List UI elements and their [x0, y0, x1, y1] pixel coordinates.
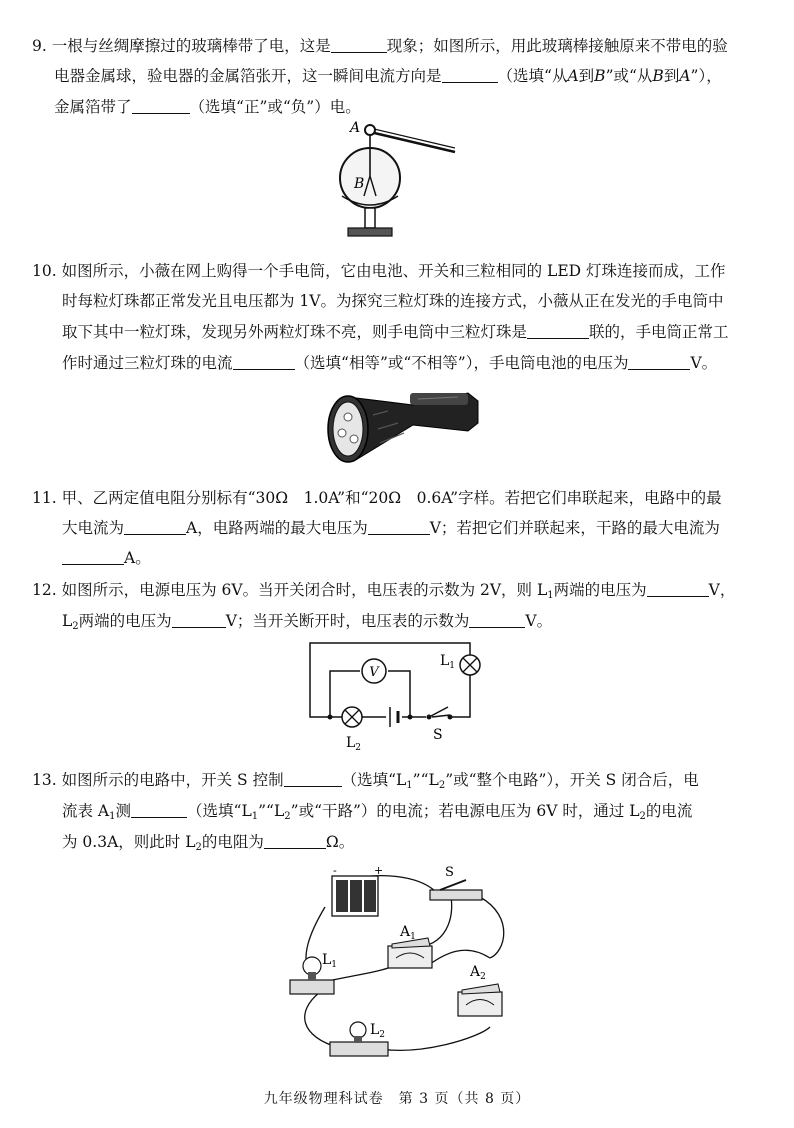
battery-pack-icon: [332, 876, 378, 916]
q13-number: 13.: [32, 771, 57, 789]
q10-blank-2[interactable]: [233, 354, 295, 371]
electroscope-label-b: B: [354, 176, 365, 192]
q10-blank-3[interactable]: [628, 354, 690, 371]
q12-blank-2[interactable]: [172, 612, 226, 629]
q10-line-1: 10. 如图所示，小薇在网上购得一个手电筒，它由电池、开关和三粒相同的 LED 灯珠连接而成，工作: [32, 262, 726, 280]
battery-minus-label: -: [333, 864, 337, 877]
q10-blank-1[interactable]: [527, 323, 589, 340]
q10-line-3: 取下其中一粒灯珠，发现另外两粒灯珠不亮，则手电筒中三粒灯珠是 联的，手电筒正常工: [62, 323, 729, 341]
q13-blank-1[interactable]: [284, 771, 342, 788]
q9-number: 9.: [32, 37, 47, 55]
lamp-l1-icon: [460, 655, 480, 675]
electroscope-label-a: A: [350, 120, 361, 136]
ammeter-a1-label: $A_1$: [400, 924, 416, 942]
q13-blank-3[interactable]: [264, 833, 326, 850]
lamp-l2-icon: [342, 707, 362, 727]
q12-number: 12.: [32, 581, 57, 599]
switch-label: S: [433, 727, 443, 743]
q13-blank-2[interactable]: [131, 802, 187, 819]
battery-plus-label: +: [374, 864, 384, 877]
lamp-l1-label: $L_1$: [440, 653, 456, 671]
flashlight-figure: [318, 385, 483, 475]
q12-blank-1[interactable]: [647, 581, 709, 598]
ammeter-a1-icon: [388, 938, 432, 968]
switch-icon: [430, 880, 482, 900]
q11-line-3: A。: [62, 546, 151, 568]
q13-line-2: 流表 $A_1$测 （选填“$L_1”“L_2$”或“干路”）的电流；若电源电压为 6V 时，通过 $L_2$的电流: [62, 802, 693, 822]
q11-blank-1[interactable]: [124, 519, 186, 536]
page-footer: 九年级物理科试卷 第 3 页（共 8 页）: [263, 1091, 531, 1107]
lamp-l2-label: $L_2$: [346, 735, 362, 753]
q10-line-2: 时每粒灯珠都正常发光且电压都为 1V。为探究三粒灯珠的连接方式，小薇从正在发光的手电筒中: [62, 292, 724, 310]
voltmeter-label: V: [369, 665, 379, 680]
q9-line-3: 金属箔带了 （选填“正”或“负”）电。: [54, 98, 361, 116]
q11-line-2: 大电流为 A，电路两端的最大电压为 V；若把它们并联起来，干路的最大电流为: [62, 519, 720, 537]
ammeter-a2-icon: [458, 984, 502, 1016]
q9-blank-3[interactable]: [132, 98, 190, 115]
q10-line-4: 作时通过三粒灯珠的电流 （选填“相等”或“不相等”），手电筒电池的电压为 V。: [62, 354, 718, 372]
ammeter-a2-label: $A_2$: [470, 964, 486, 982]
q12-circuit-diagram: [300, 635, 500, 755]
q12-blank-3[interactable]: [469, 612, 525, 629]
q9-line-2: 电器金属球，验电器的金属箔张开，这一瞬间电流方向是 （选填“从A到B”或“从B到A”），: [54, 67, 722, 85]
q9-blank-2[interactable]: [442, 67, 498, 84]
q12-line-2: $L_2$两端的电压为 V；当开关断开时，电压表的示数为 V。: [62, 612, 553, 632]
q13-circuit-drawing: [280, 862, 520, 1062]
q11-blank-2[interactable]: [368, 519, 430, 536]
switch-s-label: S: [445, 865, 454, 880]
q12-line-1: 12. 如图所示，电源电压为 6V。当开关闭合时，电压表的示数为 2V，则 $L_1$两端的电压为 V，: [32, 581, 736, 601]
q11-number: 11.: [32, 489, 57, 507]
q11-blank-3[interactable]: [62, 549, 124, 566]
bulb-l2-label: $L_2$: [370, 1022, 386, 1040]
electroscope-figure: [330, 118, 460, 248]
q13-line-3: 为 0.3A，则此时 $L_2$的电阻为 Ω。: [62, 833, 355, 853]
q10-number: 10.: [32, 262, 57, 280]
switch-icon: [427, 707, 453, 720]
battery-icon: [390, 707, 398, 727]
bulb-l1-label: $L_1$: [322, 952, 338, 970]
q11-line-1: 11. 甲、乙两定值电阻分别标有“30Ω 1.0A”和“20Ω 0.6A”字样。若把它们串联起来，电路中的最: [32, 489, 722, 507]
q9-blank-1[interactable]: [331, 37, 387, 54]
q13-line-1: 13. 如图所示的电路中，开关 S 控制 （选填“$L_1”“L_2$”或“整个电路”），开关 S 闭合后，电: [32, 771, 699, 791]
q9-line-1: 9. 一根与丝绸摩擦过的玻璃棒带了电，这是 现象；如图所示，用此玻璃棒接触原来不带电的验: [32, 37, 728, 55]
